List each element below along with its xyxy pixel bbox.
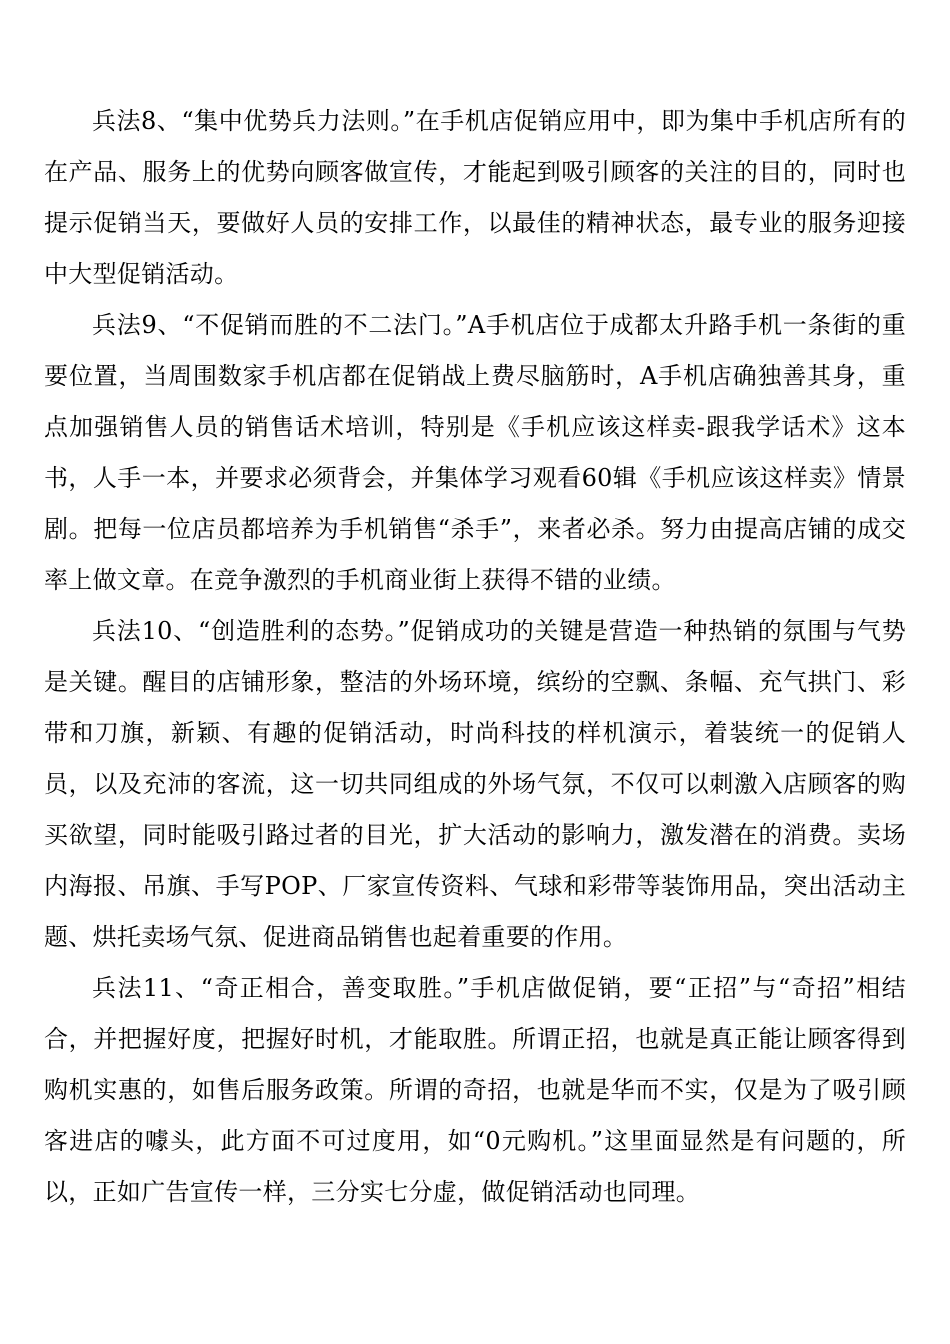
paragraph-rule-9: 兵法9、“不促销而胜的不二法门。”A手机店位于成都太升路手机一条街的重要位置，当周围数家手机店都在促销战上费尽脑筋时，A手机店确独善其身，重点加强销售人员的销售话术培训，特别是《手机应该这样卖-跟我学话术》这本书，人手一本，并要求必须背会，并集体学习观看60辑《手机应该这样卖》情景剧。把每一位店员都培养为手机销售“杀手”，来者必杀。努力由提高店铺的成交率上做文章。在竞争激烈的手机商业街上获得不错的业绩。 [44, 311, 906, 594]
paragraph-rule-11: 兵法11、“奇正相合，善变取胜。”手机店做促销，要“正招”与“奇招”相结合，并把握好度，把握好时机，才能取胜。所谓正招，也就是真正能让顾客得到购机实惠的，如售后服务政策。所谓的奇招，也就是华而不实，仅是为了吸引顾客进店的噱头，此方面不可过度用，如“0元购机。”这里面显然是有问题的，所以，正如广告宣传一样，三分实七分虚，做促销活动也同理。 [44, 974, 906, 1206]
paragraph-rule-8: 兵法8、“集中优势兵力法则。”在手机店促销应用中，即为集中手机店所有的在产品、服务上的优势向顾客做宣传，才能起到吸引顾客的关注的目的，同时也提示促销当天，要做好人员的安排工作，以最佳的精神状态，最专业的服务迎接中大型促销活动。 [44, 107, 906, 288]
document-body [44, 96, 906, 1218]
paragraph-rule-10: 兵法10、“创造胜利的态势。”促销成功的关键是营造一种热销的氛围与气势是关键。醒目的店铺形象，整洁的外场环境，缤纷的空飘、条幅、充气拱门、彩带和刀旗，新颖、有趣的促销活动，时尚科技的样机演示，着装统一的促销人员，以及充沛的客流，这一切共同组成的外场气氛，不仅可以刺激入店顾客的购买欲望，同时能吸引路过者的目光，扩大活动的影响力，激发潜在的消费。卖场内海报、吊旗、手写POP、厂家宣传资料、气球和彩带等装饰用品，突出活动主题、烘托卖场气氛、促进商品销售也起着重要的作用。 [44, 617, 906, 951]
